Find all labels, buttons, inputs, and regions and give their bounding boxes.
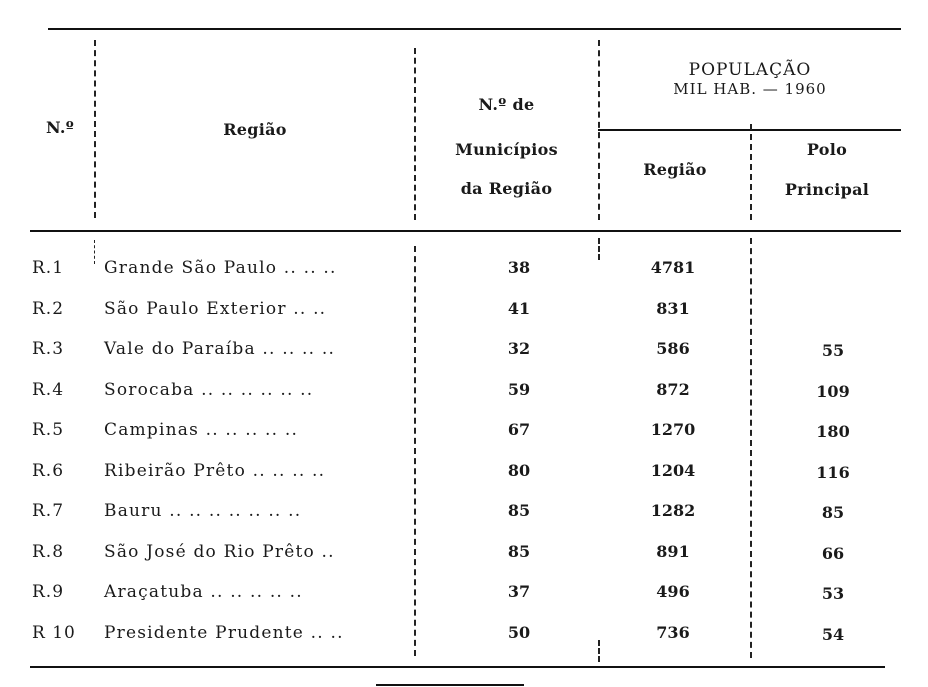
row-municipios: 59: [507, 379, 531, 399]
row-municipios: 85: [507, 541, 531, 561]
table-row: [0, 501, 928, 541]
row-number: R.6: [32, 460, 65, 481]
row-number: R.9: [32, 582, 65, 602]
table-row: [0, 420, 928, 460]
table-row: [0, 258, 928, 298]
divider-municipios-population-body: [598, 238, 600, 260]
header-municipios-line1: N.º de: [478, 95, 535, 114]
footer-mark: [376, 684, 524, 686]
table-row: [0, 339, 928, 379]
table-row: [0, 542, 928, 582]
row-population-polo: 53: [821, 584, 845, 603]
row-municipios: 80: [507, 460, 531, 480]
row-number: R.1: [32, 258, 65, 278]
table-row: [0, 461, 928, 501]
row-population-polo: 54: [821, 624, 845, 644]
row-population-region: 872: [656, 379, 690, 399]
row-population-region: 1270: [650, 420, 696, 439]
row-population-polo: 66: [821, 543, 845, 563]
header-populacao-line1: POPULAÇÃO: [688, 60, 812, 80]
divider-pop-region-polo: [750, 124, 752, 220]
row-region-name: Araçatuba .. .. .. .. ..: [104, 582, 303, 602]
header-polo-line1: Polo: [806, 140, 848, 159]
header-pop-regiao: Região: [643, 160, 707, 179]
row-population-polo: 180: [816, 422, 850, 441]
table-row: [0, 623, 928, 663]
header-municipios-line2: Municípios: [455, 140, 558, 159]
row-population-region: 736: [656, 622, 690, 642]
row-region-name: São José do Rio Prêto ..: [104, 541, 335, 562]
row-number: R.8: [32, 541, 65, 562]
row-region-name: Sorocaba .. .. .. .. .. ..: [104, 379, 314, 400]
row-number: R.5: [32, 420, 65, 440]
header-populacao-line2: MIL HAB. — 1960: [673, 80, 827, 98]
bottom-rule: [30, 666, 885, 668]
row-municipios: 67: [507, 420, 531, 439]
row-population-region: 891: [656, 541, 690, 561]
header-polo-line2: Principal: [784, 180, 870, 199]
row-region-name: São Paulo Exterior .. ..: [104, 298, 327, 319]
row-population-region: 496: [656, 582, 690, 601]
row-population-region: 1204: [650, 460, 696, 480]
row-population-polo: 116: [816, 462, 850, 482]
row-municipios: 85: [507, 501, 531, 520]
row-population-region: 586: [656, 339, 690, 358]
header-bottom-rule: [30, 230, 901, 232]
row-region-name: Campinas .. .. .. .. ..: [104, 420, 299, 440]
top-rule: [48, 28, 901, 30]
row-number: R.2: [32, 298, 65, 319]
row-municipios: 50: [507, 622, 531, 642]
row-population-polo: 55: [821, 341, 845, 360]
row-region-name: Vale do Paraíba .. .. .. ..: [104, 339, 336, 359]
row-municipios: 41: [507, 298, 531, 318]
header-region: Região: [223, 120, 287, 139]
table-row: [0, 380, 928, 420]
row-region-name: Grande São Paulo .. .. ..: [104, 258, 337, 278]
row-number: R 10: [32, 622, 76, 643]
row-municipios: 32: [507, 339, 531, 358]
row-region-name: Ribeirão Prêto .. .. .. ..: [104, 460, 326, 481]
row-number: R.3: [32, 339, 65, 359]
row-population-polo: 109: [816, 381, 850, 401]
table-row: [0, 299, 928, 339]
row-population-region: 1282: [650, 501, 696, 520]
header-no: N.º: [45, 118, 75, 137]
row-population-polo: 85: [821, 503, 845, 522]
row-number: R.4: [32, 379, 65, 400]
header-municipios-line3: da Região: [460, 179, 553, 198]
row-population-region: 831: [656, 298, 690, 318]
row-region-name: Bauru .. .. .. .. .. .. ..: [104, 501, 302, 521]
row-municipios: 38: [507, 258, 531, 277]
row-number: R.7: [32, 501, 65, 521]
row-population-region: 4781: [650, 258, 696, 277]
row-region-name: Presidente Prudente .. ..: [104, 622, 344, 643]
row-municipios: 37: [507, 582, 531, 601]
table-row: [0, 582, 928, 622]
